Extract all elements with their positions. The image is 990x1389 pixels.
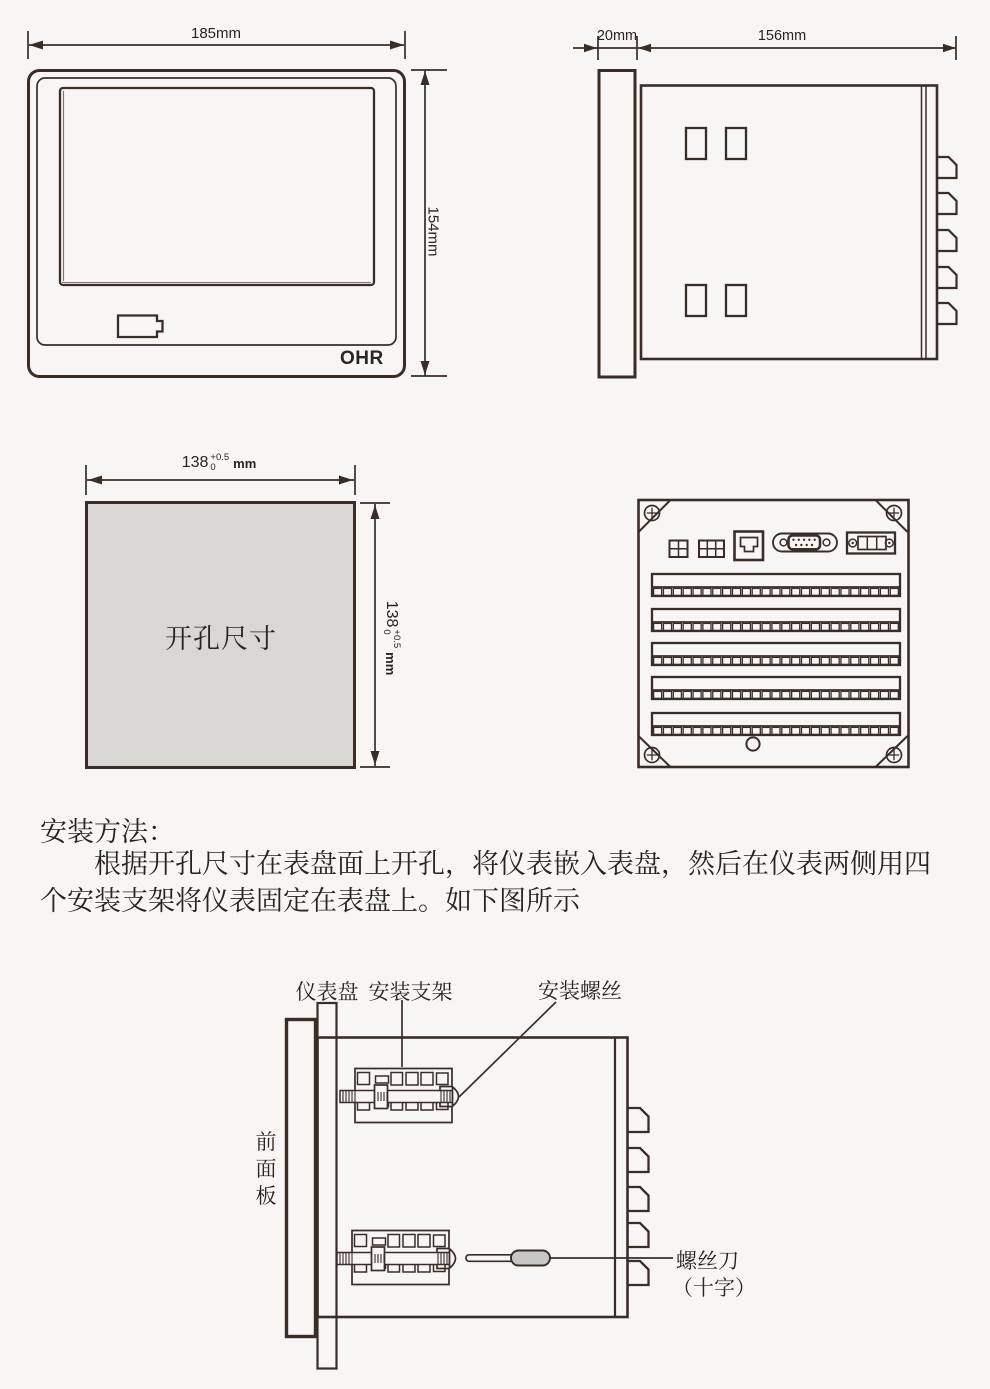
front-panel-label: 前面板 (255, 1130, 277, 1208)
front-height-dim-label: 154mm (424, 206, 442, 257)
cutout-height-dim-label (381, 599, 401, 677)
serial-port-icon (773, 534, 837, 552)
terminal-2col-icon (670, 541, 688, 558)
cutout-height-tol-plus: +0.5 (391, 629, 402, 649)
bracket-label: 安装支架 (368, 980, 453, 1004)
ethernet-port-icon (735, 532, 764, 561)
mounting-bracket-top (340, 1069, 459, 1123)
brand-logo: OHR (340, 348, 384, 369)
front-outer-frame (29, 71, 405, 377)
back-view-drawing (639, 500, 909, 768)
front-width-dim-label: 185mm (190, 25, 242, 42)
cutout-width-unit: mm (233, 455, 257, 471)
cutout-height-value: 138 (383, 600, 400, 628)
cutout-height-unit: mm (383, 652, 399, 676)
side-terminal-hooks (937, 157, 957, 324)
leader-line-screw (459, 1002, 556, 1097)
front-inner-frame (37, 78, 396, 345)
instrument-body (318, 1038, 628, 1318)
instructions-body: 根据开孔尺寸在表盘面上开孔，将仪表嵌入表盘，然后在仪表两侧用四个安装支架将仪表固定在表盘上。如下图所示 (40, 849, 931, 916)
cutout-label: 开孔尺寸 (165, 624, 277, 654)
front-view-drawing (28, 31, 447, 377)
front-panel-plate (287, 1020, 316, 1337)
instructions-title: 安装方法： (40, 817, 175, 847)
screwdriver-icon (466, 1251, 550, 1266)
panel-label: 仪表盘 (295, 980, 359, 1004)
power-terminal-icon (847, 533, 895, 554)
side-view-drawing (573, 36, 957, 377)
usb-slot-icon (118, 316, 163, 338)
mounting-bracket-bottom (337, 1231, 456, 1285)
side-vents (686, 128, 746, 316)
terminal-strips (652, 574, 900, 735)
side-front-bezel (599, 71, 635, 378)
cutout-width-dim-label (180, 453, 258, 473)
install-figure-drawing (287, 1000, 674, 1369)
terminal-3col-icon (699, 541, 724, 558)
panel-hatch (318, 1003, 337, 1369)
front-screen (60, 88, 374, 285)
screw-label: 安装螺丝 (538, 979, 622, 1003)
side-depth-dim-label: 20mm (596, 28, 638, 44)
side-body (641, 86, 937, 360)
side-body-dim-label: 156mm (757, 28, 807, 44)
cutout-width-tol-plus: +0.5 (210, 452, 230, 463)
cutout-width-tol-minus: 0 (210, 462, 216, 473)
cutout-height-tol-minus: 0 (381, 629, 392, 635)
mounting-hole (746, 737, 759, 750)
screwdriver-type-label: （十字） (672, 1276, 756, 1300)
screwdriver-label: 螺丝刀 (676, 1249, 739, 1273)
cutout-width-value: 138 (181, 454, 209, 471)
